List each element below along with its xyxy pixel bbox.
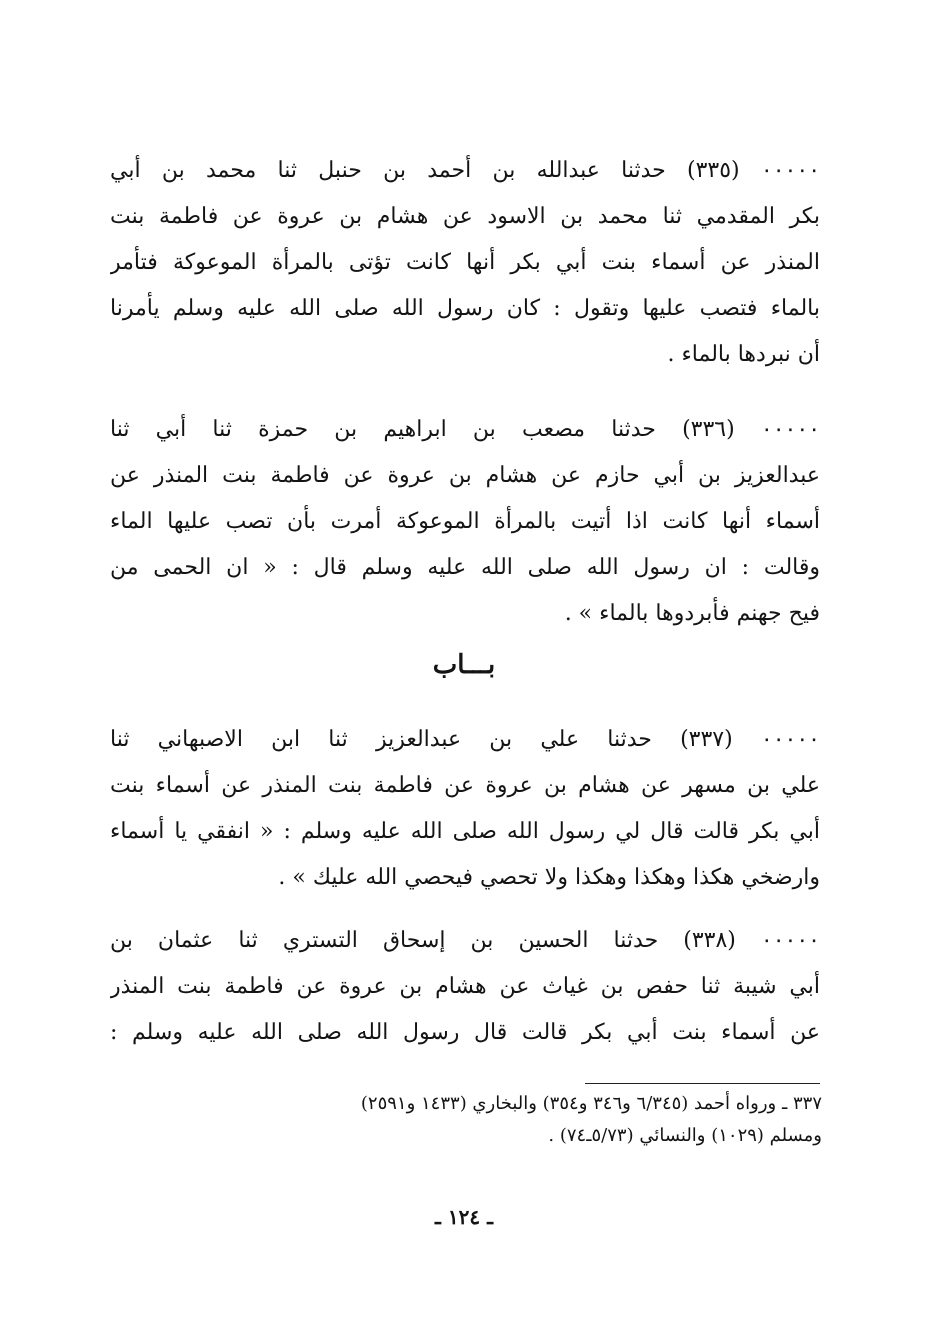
text-line: أبي بكر قالت قال لي رسول الله صلى الله عليه وسلم : « انفقي يا أسماء (110, 819, 820, 844)
text-line: ٠٠٠٠٠ (٣٣٧) حدثنا علي بن عبدالعزيز ثنا ابن الاصبهاني ثنا (110, 727, 820, 752)
text-line: وارضخي هكذا وهكذا وهكذا ولا تحصي فيحصي الله عليك » . (278, 865, 820, 890)
footnote (110, 1088, 822, 1152)
text-line: أن نبردها بالماء . (667, 342, 820, 367)
text-line: ٠٠٠٠٠ (٣٣٨) حدثنا الحسين بن إسحاق التستري ثنا عثمان بن (110, 928, 820, 953)
text-line: فيح جهنم فأبردوها بالماء » . (564, 601, 820, 626)
text-line: وقالت : ان رسول الله صلى الله عليه وسلم قال : « ان الحمى من (110, 555, 820, 580)
hadith-entry-336 (110, 407, 820, 637)
page-number: ـ ١٢٤ ـ (435, 1205, 493, 1229)
text-line: عن أسماء بنت أبي بكر قالت قال رسول الله صلى الله عليه وسلم : (110, 1020, 820, 1045)
footnote-line: ٣٣٧ ـ ورواه أحمد (٦/٣٤٥ و٣٤٦ و٣٥٤) والبخاري (١٤٣٣ و٢٥٩١) (360, 1093, 822, 1114)
footnote-divider (585, 1083, 820, 1084)
text-line: ٠٠٠٠٠ (٣٣٦) حدثنا مصعب بن ابراهيم بن حمزة ثنا أبي ثنا (110, 417, 820, 442)
text-line: بالماء فتصب عليها وتقول : كان رسول الله صلى الله عليه وسلم يأمرنا (110, 296, 820, 321)
text-line: أبي شيبة ثنا حفص بن غياث عن هشام بن عروة عن فاطمة بنت المنذر (110, 974, 820, 999)
footnote-line: ومسلم (١٠٢٩) والنسائي (٥/٧٣ـ٧٤) . (548, 1125, 822, 1146)
text-line: المنذر عن أسماء بنت أبي بكر أنها كانت تؤتى بالمرأة الموعوكة فتأمر (110, 250, 820, 275)
hadith-entry-338 (110, 918, 820, 1056)
text-line: علي بن مسهر عن هشام بن عروة عن فاطمة بنت المنذر عن أسماء بنت (110, 773, 820, 798)
hadith-entry-335 (110, 148, 820, 378)
text-line: أسماء أنها كانت اذا أتيت بالمرأة الموعوكة أمرت بأن تصب عليها الماء (110, 509, 820, 534)
text-line: ٠٠٠٠٠ (٣٣٥) حدثنا عبدالله بن أحمد بن حنبل ثنا محمد بن أبي (110, 158, 820, 183)
hadith-entry-337 (110, 717, 820, 901)
text-line: عبدالعزيز بن أبي حازم عن هشام بن عروة عن فاطمة بنت المنذر عن (110, 463, 820, 488)
section-heading: بـــاب (432, 650, 496, 680)
text-line: بكر المقدمي ثنا محمد بن الاسود عن هشام بن عروة عن فاطمة بنت (110, 204, 820, 229)
